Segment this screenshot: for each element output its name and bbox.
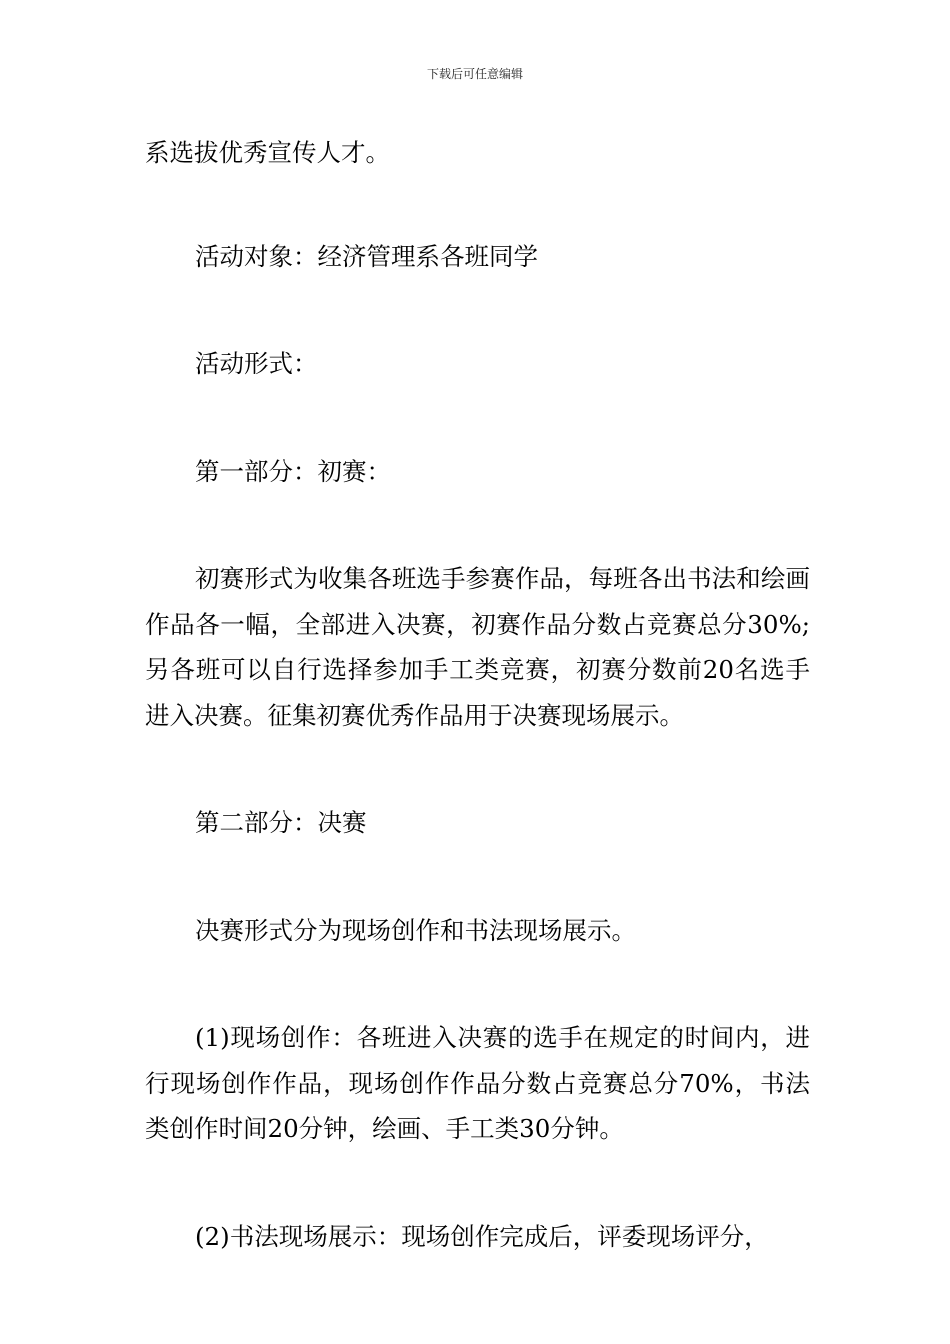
paragraph-onsite-creation: (1)现场创作：各班进入决赛的选手在规定的时间内，进行现场创作作品，现场创作作品分数占竞赛总分70%，书法类创作时间20分钟，绘画、手工类30分钟。 <box>145 1023 810 1143</box>
paragraph-calligraphy-display: (2)书法现场展示：现场创作完成后，评委现场评分， <box>195 1221 769 1251</box>
paragraph-preliminary-details: 初赛形式为收集各班选手参赛作品，每班各出书法和绘画作品各一幅，全部进入决赛，初赛作品分数占竞赛总分30%;另各班可以自行选择参加手工类竞赛，初赛分数前20名选手进入决赛。征集初赛优秀作品用于决赛现场展示。 <box>145 564 810 730</box>
paragraph-continuation: 系选拔优秀宣传人才。 <box>145 138 390 167</box>
page-header: 下载后可任意编辑 <box>426 67 523 81</box>
paragraph-activity-target: 活动对象：经济管理系各班同学 <box>195 241 538 271</box>
paragraph-activity-form: 活动形式： <box>195 349 318 378</box>
paragraph-final-form: 决赛形式分为现场创作和书法现场展示。 <box>195 915 636 945</box>
section-heading-final: 第二部分：决赛 <box>195 808 367 837</box>
section-heading-preliminary: 第一部分：初赛： <box>195 456 391 486</box>
document-body <box>145 130 810 1321</box>
